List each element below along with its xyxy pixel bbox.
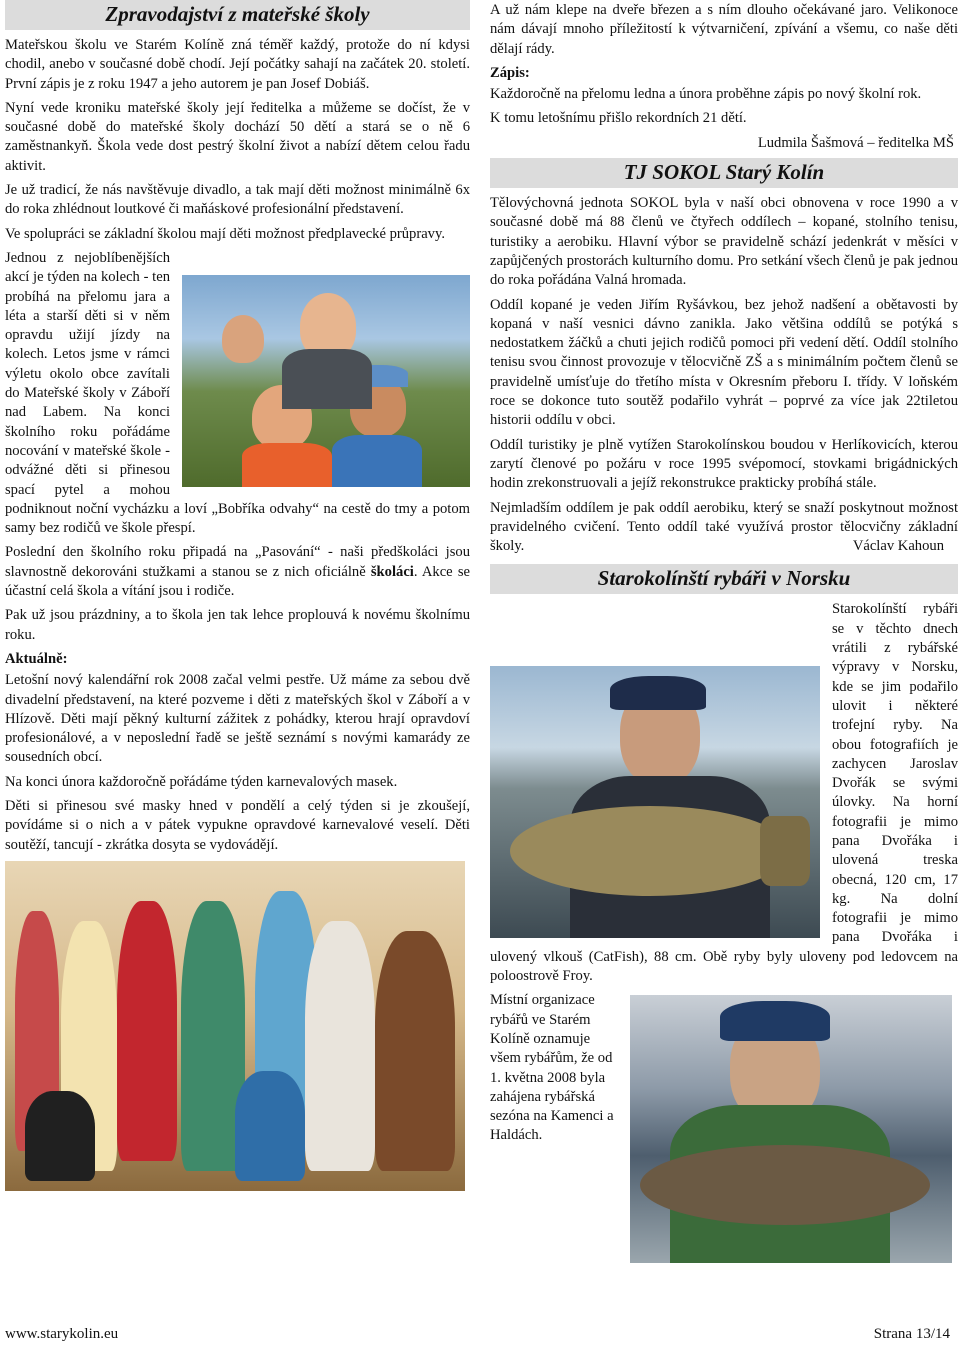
enrollment-paragraph: Každoročně na přelomu ledna a února proběhne zápis po nový školní rok.: [490, 86, 922, 103]
kindergarten-paragraph-5: Jednou z nejoblíbenějších akcí je týden na kolech - ten probíhá na přelomu jara a léta a starší děti si v něm opravdu užijí jízdy na kolech. Letos jsme v rámci výletu okolo obce zavítali do Mateřské školy v Záboří nad Labem. Na konci školního roku pořádáme nocování v mateřské škole - odvážné děti si přinesou spací pytel a mohou podniknout noční vycházku a loví „Bobříka odvahy“ na cestě do tmy a potom samy bez rodičů ve škole přespí.: [5, 249, 470, 537]
pupils-bold-word: školáci: [370, 563, 414, 580]
fishermen-heading: Starokolínští rybáři v Norsku: [490, 564, 958, 594]
catfish-photo: [630, 995, 952, 1263]
page-number: Strana 13/14: [873, 1326, 950, 1342]
kindergarten-paragraph-1: Mateřskou školu ve Starém Kolíně zná téměř každý, protože do ní kdysi chodil, anebo v současné době chodí. Její počátky sahají na začátek 20. století. První zápis je z roku 1947 a jeho autorem je pan Josef Dobiáš.: [5, 37, 470, 92]
principal-signature: Ludmila Šašmová – ředitelka MŠ: [757, 134, 954, 151]
cod-fish-photo: [490, 666, 820, 938]
enrollment-count: K tomu letošnímu přišlo rekordních 21 dětí.: [490, 110, 747, 127]
kindergarten-paragraph-4: Ve spolupráci se základní školou mají děti možnost předplavecké průpravy.: [5, 225, 445, 242]
sokol-paragraph-4: [490, 499, 958, 557]
graduation-text: Poslední den školního roku připadá na „Pasování“ - naši předškoláci jsou slavnostně dekorováni stužkami a stanou se z nich oficiálně: [5, 544, 470, 580]
kindergarten-paragraph-3: Je už tradicí, že nás navštěvuje divadlo, a tak mají děti možnost minimálně 6x do roka zhlédnout loutkové či maňáskové profesionální představení.: [5, 182, 470, 218]
sokol-paragraph-1: Tělovýchovná jednota SOKOL byla v naší obci obnovena v roce 1990 a v současné době má 88 členů ve čtyřech oddílech – kopané, stolního tenisu, turistiky a aerobiku. Hlavní výbor se pravidelně schází jedenkrát v měsíci v zapůjčených prostorách kulturního domu. Pro setkání všech členů je pak jednou do roka pořádána Valná hromada.: [490, 195, 958, 289]
kindergarten-paragraph-10: Děti si přinesou své masky hned v pondělí a celý týden si je zkoušejí, povídáme si o nich a v pátek vypukne opravdové karnevalové veselí. Děti soutěží, tancují - zkrátka dosyta se vydovádějí.: [5, 797, 470, 853]
website-link[interactable]: www.starykolin.eu: [5, 1326, 119, 1342]
aerobic-text: Nejmladším oddílem je pak oddíl aerobiku, který se snaží poskytnout možnost pravidelného cvičení. Tento oddíl také využívá prostor tělocvičny základní školy.: [490, 499, 958, 555]
right-column: [490, 0, 958, 1263]
kindergarten-paragraph-9: Na konci února každoročně pořádáme týden karnevalových masek.: [5, 773, 398, 790]
current-news-label: Aktuálně:: [5, 650, 68, 667]
sokol-paragraph-3: Oddíl turistiky je plně vytížen Starokolínskou boudou v Herlíkovicích, kterou zarytí členové po požáru v roce 1995 svépomocí, stovkami brigádnických hodin zrekonstruovali a jejíž rekonstrukce prakticky probíhá stále.: [490, 436, 958, 492]
fishermen-paragraph-1: Starokolínští rybáři se v těchto dnech vrátili z rybářské výpravy v Norsku, kde se jim podařilo ulovit i některé trofejní ryby. Na obou fotografiích je zachycen Jaroslav Dvořák se svými úlovky. Na horní fotografii je mimo pana Dvořáka i ulovená treska obecná, 120 cm, 17 kg. Na dolní fotografii je mimo pana Dvořáka i ulovený vlkouš (CatFish), 88 cm. Obě ryby byly uloveny pod ledovcem na poloostrově Froy.: [490, 601, 958, 985]
enrollment-label: Zápis:: [490, 64, 530, 81]
sokol-paragraph-2: Oddíl kopané je veden Jiřím Ryšávkou, bez jehož nadšení a obětavosti by kopaná v naší vesnici dávno zanikla. Jako většina oddílů se potýká s nedostatkem žáčků a chuti jejich rodičů pomoci při vedení dětí. Oddíl stolního tenisu svou činnost provozuje v tělocvičně ZŠ a s minimálním počtem členů se pravidelně umísťuje do třetího místa v Okresním přeboru I. třídy. V loňském roce se dokonce tuto soutěž podařilo vyhrát – poprvé za více jak 22tiletou historii oddílu v obci.: [490, 296, 958, 429]
kindergarten-paragraph-8: Letošní nový kalendářní rok 2008 začal velmi pestře. Už máme za sebou dvě divadelní představení, na které pozveme i děti z mateřských škol v Záboří a v Hlízově. Děti mají pěkný kulturní zážitek z pohádky, kterou hrají opravdoví profesionálové, a v neposlední řadě se ještě seznámí s novými kamarády ze sousedních obcí.: [5, 672, 470, 766]
fishermen-paragraph-2: Místní organizace rybářů ve Starém Kolíně oznamuje všem rybářům, že od 1. května 2008 byla zahájena rybářská sezóna na Kamenci a Haldách.: [490, 992, 614, 1144]
kindergarten-paragraph-7: Pak už jsou prázdniny, a to škola jen tak lehce proplouvá k novému školnímu roku.: [5, 607, 470, 643]
kindergarten-heading: Zpravodajství z mateřské školy: [5, 0, 470, 30]
kids-photo: [182, 275, 470, 487]
left-column: [5, 0, 470, 1191]
kindergarten-paragraph-6: [5, 543, 470, 601]
sokol-heading: TJ SOKOL Starý Kolín: [490, 158, 958, 188]
graduation-text-end: . Akce se účastní celá škola a vítání jsou i rodiče.: [5, 563, 470, 600]
kindergarten-paragraph-2: Nyní vede kroniku mateřské školy její ředitelka a můžeme se dočíst, že v současné době do mateřské školy dochází 50 dětí a stará se o ně 6 zaměstnankyň. Škola vede dost pestrý školní život a nabízí dětem celou řadu aktivit.: [5, 99, 470, 174]
sokol-signature: Václav Kahoun: [852, 538, 944, 555]
kindergarten-paragraph-spring: A už nám klepe na dveře březen a s ním dlouho očekávané jaro. Velikonoce nám dávají mnoho příležitostí k výtvarničení, zpívání a všemu, co naše děti dělají rády.: [490, 2, 958, 57]
page-footer: [5, 1326, 950, 1343]
carnival-photo: [5, 861, 465, 1191]
